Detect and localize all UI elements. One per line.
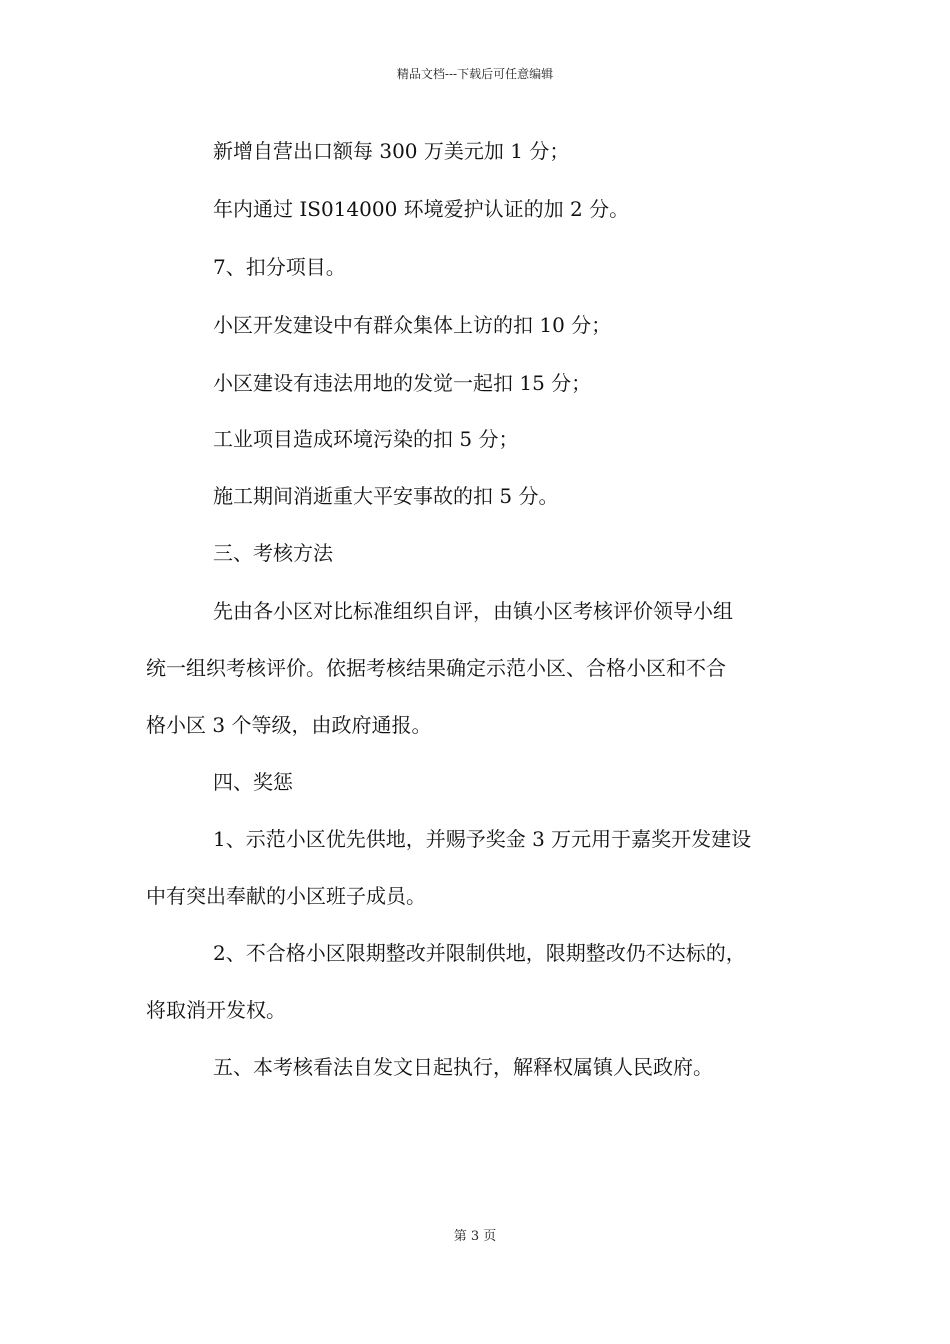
paragraph-line: 格小区 3 个等级，由政府通报。 — [146, 713, 432, 737]
paragraph-line: 五、本考核看法自发文日起执行，解释权属镇人民政府。 — [213, 1055, 713, 1079]
paragraph-line: 1、示范小区优先供地，并赐予奖金 3 万元用于嘉奖开发建设 — [213, 827, 752, 851]
text-line: 施工期间消逝重大平安事故的扣 5 分。 — [213, 484, 559, 508]
text-line: 工业项目造成环境污染的扣 5 分； — [213, 427, 519, 451]
paragraph-line: 先由各小区对比标准组织自评，由镇小区考核评价领导小组 — [213, 599, 733, 623]
page-header: 精品文档---下载后可任意编辑 — [396, 67, 554, 81]
paragraph-line: 2、不合格小区限期整改并限制供地，限期整改仍不达标的， — [213, 941, 746, 965]
paragraph-line: 将取消开发权。 — [146, 998, 286, 1022]
text-line: 新增自营出口额每 300 万美元加 1 分； — [213, 139, 570, 163]
paragraph-line: 统一组织考核评价。依据考核结果确定示范小区、合格小区和不合 — [146, 656, 726, 680]
paragraph-line: 中有突出奉献的小区班子成员。 — [146, 884, 426, 908]
section-heading: 四、奖惩 — [213, 770, 293, 794]
text-line: 年内通过 IS014000 环境爱护认证的加 2 分。 — [213, 197, 630, 221]
text-line: 小区开发建设中有群众集体上访的扣 10 分； — [213, 313, 612, 337]
section-heading: 三、考核方法 — [213, 541, 333, 565]
page-number: 第 3 页 — [453, 1229, 497, 1244]
section-heading: 7、扣分项目。 — [213, 255, 346, 279]
text-line: 小区建设有违法用地的发觉一起扣 15 分； — [213, 371, 592, 395]
